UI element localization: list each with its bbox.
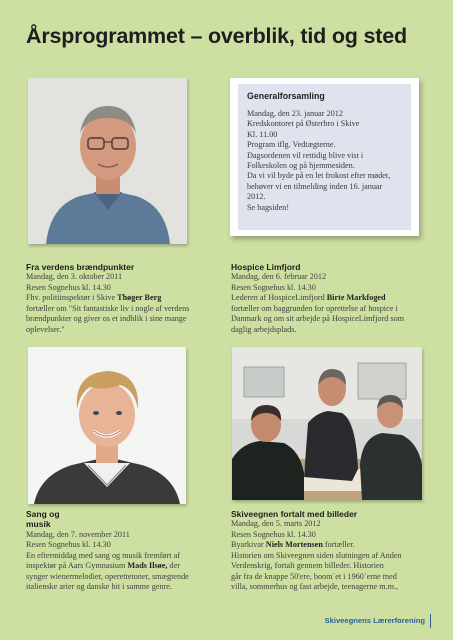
general-assembly-line: Dagsordenen vil rettidig blive vist i — [247, 150, 364, 160]
event-heading: Hospice Limfjord — [231, 262, 301, 272]
general-assembly-line: behøver vi en tilmelding inden 16. januar — [247, 181, 383, 191]
event-text: der — [167, 561, 180, 571]
event-intro-line — [231, 540, 427, 551]
footer-divider — [430, 614, 431, 628]
event-text-line: Historien om Skiveegnen siden slutningen af Anden — [231, 550, 402, 560]
event-heading: musik — [26, 519, 51, 530]
event-date: Mandag, den 5. marts 2012 — [231, 519, 321, 529]
event-place: Resen Sognehus kl. 14.30 — [231, 529, 316, 539]
event-heading: Sang og — [26, 509, 60, 519]
event-date: Mandag, den 3. oktober 2011 — [26, 272, 123, 282]
general-assembly-card — [230, 78, 419, 236]
general-assembly-line: Folkeskolen og på hjemmesiden. — [247, 161, 355, 171]
group-photo-image — [232, 347, 422, 500]
event-section — [26, 509, 222, 593]
event-text-line: fortæller om "Sit fantastiske liv i nogle af verdens — [26, 303, 190, 313]
general-assembly-line: Program iflg. Vedtægterne. — [247, 140, 336, 150]
general-assembly-line: Kredskontoret på Østerbro i Skive — [247, 119, 360, 129]
event-text: Lederen af HospiceLimfjord — [231, 293, 327, 303]
event-text-line: Danmark og om sit arbejde på HospiceLimfjord som — [231, 314, 405, 324]
event-place: Resen Sognehus kl. 14.30 — [26, 540, 111, 550]
event-text: fortæller. — [322, 540, 355, 550]
event-text: Fhv. politiinspektør i Skive — [26, 293, 118, 303]
event-text: Byarkivar — [231, 540, 266, 550]
speaker-name: Birte Markfoged — [326, 293, 386, 303]
speaker-name: Thøger Berg — [117, 293, 162, 303]
event-section — [231, 262, 427, 335]
photo-niels-mortensen — [232, 347, 422, 500]
general-assembly-line: Kl. 11.00 — [247, 129, 278, 139]
event-text-line: Verdenskrig, fortalt gennem billeder. Historien — [231, 561, 384, 571]
event-text-line: oplevelser." — [26, 324, 65, 334]
general-assembly-line: Da vi vil byde på en let frokost efter mødet, — [247, 171, 391, 181]
event-text-line: fortæller om baggrunden for oprettelse af hospice i — [231, 303, 398, 313]
event-text: inspektør på Aars Gymnasium — [26, 561, 128, 571]
event-text-line: En eftermiddag med sang og musik fremført af — [26, 550, 180, 560]
event-heading: Skiveegnen fortalt med billeder — [231, 509, 358, 519]
event-place: Resen Sognehus kl. 14.30 — [26, 282, 111, 292]
event-intro-line — [26, 561, 222, 572]
event-section — [231, 509, 427, 593]
event-heading: Fra verdens brændpunkter — [26, 262, 135, 272]
event-date: Mandag, den 6. februar 2012 — [231, 272, 327, 282]
event-place: Resen Sognehus kl. 14.30 — [231, 282, 316, 292]
general-assembly-line: Mandag, den 23. januar 2012 — [247, 109, 343, 118]
photo-thoger-berg — [28, 78, 187, 244]
event-text-line: italienske arier og danske hit i samme genre. — [26, 582, 172, 592]
speaker-name: Niels Mortensen — [265, 540, 323, 550]
photo-mads-ilsoe — [28, 347, 186, 504]
event-text-line: går fra de knappe 50'ere, boom`et i 1960`erne med — [231, 571, 397, 581]
event-text-line: brændpunkter og giver os et indblik i sine mange — [26, 314, 187, 324]
general-assembly-inner — [238, 84, 411, 230]
speaker-name: Mads Ilsøe, — [127, 561, 168, 571]
portrait-image — [28, 347, 186, 504]
event-text-line: synger wienermelodier, operettetoner, smægtende — [26, 571, 189, 581]
general-assembly-line: Se bagsiden! — [247, 202, 290, 212]
event-intro-line — [231, 293, 427, 304]
event-text-line: daglig arbejdsplads. — [231, 324, 297, 334]
general-assembly-heading: Generalforsamling — [247, 91, 325, 101]
event-text-line: villa, sommerhus og fast arbejde, teenagerne m.m., — [231, 582, 399, 592]
event-date: Mandag, den 7. november 2011 — [26, 529, 130, 539]
portrait-image — [28, 78, 187, 244]
general-assembly-line: 2012. — [247, 192, 266, 202]
event-intro-line — [26, 293, 222, 304]
page-title: Årsprogrammet – overblik, tid og sted — [26, 24, 407, 48]
footer-label: Skiveegnens Lærerforening — [324, 616, 425, 625]
event-section — [26, 262, 222, 335]
